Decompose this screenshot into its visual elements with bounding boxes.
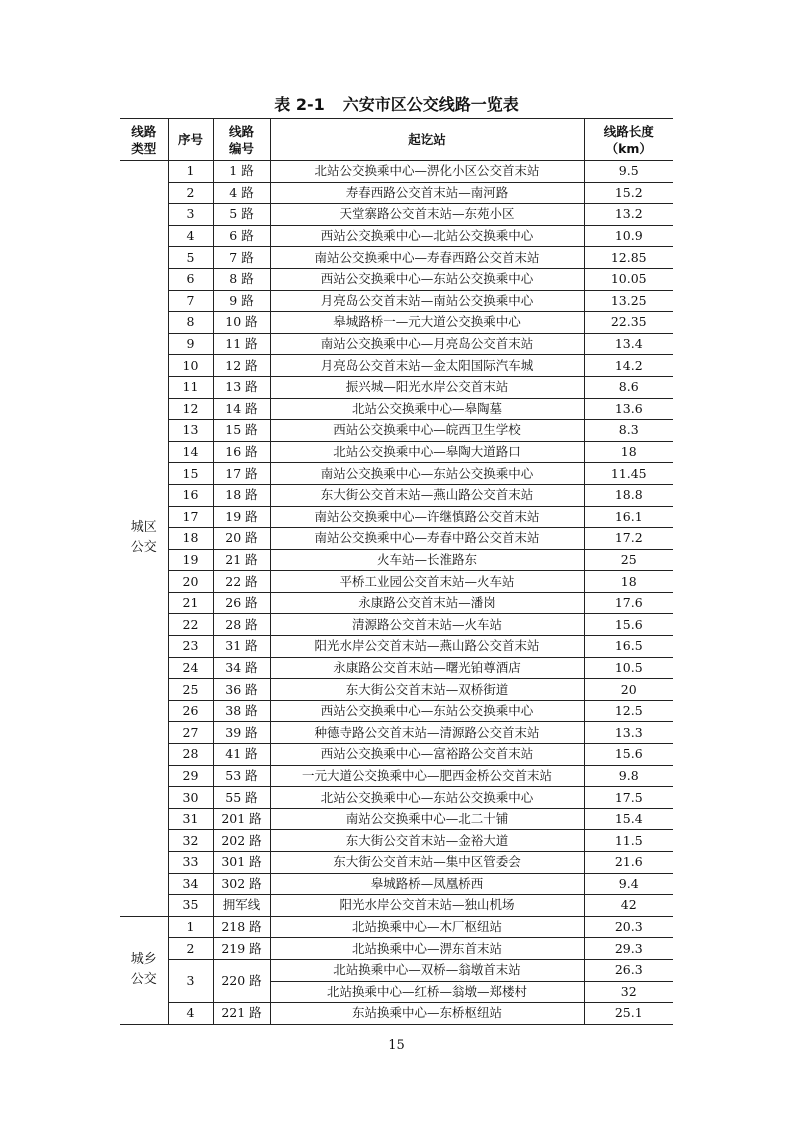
table-caption: 六安市区公交线路一览表	[342, 95, 519, 114]
seq-cell: 26	[168, 700, 213, 722]
table-row	[120, 420, 673, 442]
route-code-cell: 19 路	[213, 506, 270, 528]
table-row	[120, 1003, 673, 1025]
route-length-cell: 12.5	[584, 700, 673, 722]
table-row	[120, 765, 673, 787]
table-row	[120, 247, 673, 269]
route-length-cell: 13.2	[584, 204, 673, 226]
terminals-cell: 阳光水岸公交首末站—燕山路公交首末站	[270, 636, 584, 658]
seq-cell: 3	[168, 959, 213, 1002]
seq-cell: 19	[168, 549, 213, 571]
seq-cell: 10	[168, 355, 213, 377]
table-row	[120, 182, 673, 204]
terminals-cell: 北站公交换乘中心—东站公交换乘中心	[270, 787, 584, 809]
route-length-cell: 18	[584, 571, 673, 593]
terminals-cell: 北站换乘中心—双桥—翁墩首末站	[270, 959, 584, 981]
seq-cell: 1	[168, 916, 213, 938]
route-length-cell: 8.3	[584, 420, 673, 442]
seq-cell: 5	[168, 247, 213, 269]
header-route-length	[584, 119, 673, 161]
route-code-cell: 拥军线	[213, 895, 270, 917]
seq-cell: 23	[168, 636, 213, 658]
seq-cell: 31	[168, 808, 213, 830]
route-length-cell: 14.2	[584, 355, 673, 377]
route-code-cell: 221 路	[213, 1003, 270, 1025]
terminals-cell: 西站公交换乘中心—北站公交换乘中心	[270, 225, 584, 247]
route-code-cell: 18 路	[213, 484, 270, 506]
seq-cell: 18	[168, 528, 213, 550]
route-length-cell: 17.2	[584, 528, 673, 550]
route-length-cell: 18	[584, 441, 673, 463]
header-route-length-line1: 线路长度	[603, 123, 654, 139]
table-row	[120, 744, 673, 766]
table-row	[120, 225, 673, 247]
route-length-cell: 13.4	[584, 333, 673, 355]
seq-cell: 7	[168, 290, 213, 312]
page-number: 15	[388, 1038, 405, 1053]
route-length-cell: 17.5	[584, 787, 673, 809]
terminals-cell: 西站公交换乘中心—富裕路公交首末站	[270, 744, 584, 766]
table-row	[120, 333, 673, 355]
route-code-cell: 4 路	[213, 182, 270, 204]
header-route-length-line2: （km）	[605, 140, 652, 156]
route-length-cell: 9.5	[584, 161, 673, 183]
route-code-cell: 201 路	[213, 808, 270, 830]
route-code-cell: 220 路	[213, 959, 270, 1002]
route-code-cell: 38 路	[213, 700, 270, 722]
table-row	[120, 484, 673, 506]
route-type-cell	[120, 916, 168, 1024]
route-length-cell: 10.05	[584, 268, 673, 290]
route-length-cell: 20.3	[584, 916, 673, 938]
route-length-cell: 26.3	[584, 959, 673, 981]
seq-cell: 4	[168, 225, 213, 247]
terminals-cell: 阳光水岸公交首末站—独山机场	[270, 895, 584, 917]
route-length-cell: 15.4	[584, 808, 673, 830]
seq-cell: 4	[168, 1003, 213, 1025]
table-row	[120, 506, 673, 528]
seq-cell: 8	[168, 312, 213, 334]
header-route-type-line2: 类型	[131, 140, 157, 156]
route-code-cell: 28 路	[213, 614, 270, 636]
route-length-cell: 10.5	[584, 657, 673, 679]
route-code-cell: 36 路	[213, 679, 270, 701]
route-code-cell: 53 路	[213, 765, 270, 787]
seq-cell: 25	[168, 679, 213, 701]
route-code-cell: 12 路	[213, 355, 270, 377]
terminals-cell: 西站公交换乘中心—东站公交换乘中心	[270, 268, 584, 290]
table-row	[120, 290, 673, 312]
seq-cell: 22	[168, 614, 213, 636]
terminals-cell: 振兴城—阳光水岸公交首末站	[270, 376, 584, 398]
route-code-cell: 1 路	[213, 161, 270, 183]
table-row	[120, 679, 673, 701]
seq-cell: 29	[168, 765, 213, 787]
route-length-cell: 13.25	[584, 290, 673, 312]
header-route-type	[120, 119, 168, 161]
terminals-cell: 永康路公交首末站—曙光铂尊酒店	[270, 657, 584, 679]
terminals-cell: 北站公交换乘中心—皋陶大道路口	[270, 441, 584, 463]
route-code-cell: 301 路	[213, 852, 270, 874]
route-code-cell: 6 路	[213, 225, 270, 247]
seq-cell: 24	[168, 657, 213, 679]
seq-cell: 21	[168, 592, 213, 614]
route-type-label: 城区	[130, 520, 157, 536]
terminals-cell: 西站公交换乘中心—东站公交换乘中心	[270, 700, 584, 722]
table-row	[120, 787, 673, 809]
seq-cell: 35	[168, 895, 213, 917]
route-code-cell: 219 路	[213, 938, 270, 960]
route-code-cell: 31 路	[213, 636, 270, 658]
table-body	[120, 161, 673, 1025]
route-code-cell: 7 路	[213, 247, 270, 269]
seq-cell: 3	[168, 204, 213, 226]
route-code-cell: 218 路	[213, 916, 270, 938]
route-code-cell: 17 路	[213, 463, 270, 485]
route-length-cell: 13.3	[584, 722, 673, 744]
terminals-cell: 南站公交换乘中心—寿春中路公交首末站	[270, 528, 584, 550]
seq-cell: 28	[168, 744, 213, 766]
route-length-cell: 25.1	[584, 1003, 673, 1025]
route-code-cell: 5 路	[213, 204, 270, 226]
route-code-cell: 16 路	[213, 441, 270, 463]
terminals-cell: 皋城路桥一—元大道公交换乘中心	[270, 312, 584, 334]
route-type-label: 公交	[130, 972, 157, 988]
route-length-cell: 42	[584, 895, 673, 917]
seq-cell: 1	[168, 161, 213, 183]
header-route-type-line1: 线路	[131, 123, 157, 139]
header-route-code	[213, 119, 270, 161]
terminals-cell: 北站换乘中心—红桥—翁墩—郑楼村	[270, 981, 584, 1003]
seq-cell: 6	[168, 268, 213, 290]
route-code-cell: 21 路	[213, 549, 270, 571]
seq-cell: 33	[168, 852, 213, 874]
table-row	[120, 463, 673, 485]
route-length-cell: 11.45	[584, 463, 673, 485]
route-length-cell: 16.5	[584, 636, 673, 658]
route-code-cell: 15 路	[213, 420, 270, 442]
route-length-cell: 11.5	[584, 830, 673, 852]
route-code-cell: 26 路	[213, 592, 270, 614]
route-code-cell: 41 路	[213, 744, 270, 766]
route-length-cell: 22.35	[584, 312, 673, 334]
header-terminals: 起讫站	[270, 119, 584, 161]
table-row	[120, 376, 673, 398]
bus-route-table	[120, 118, 673, 1025]
header-route-code-line1: 线路	[228, 123, 254, 139]
route-code-cell: 20 路	[213, 528, 270, 550]
terminals-cell: 火车站—长淮路东	[270, 549, 584, 571]
route-code-cell: 8 路	[213, 268, 270, 290]
table-row	[120, 636, 673, 658]
table-row	[120, 441, 673, 463]
table-row	[120, 722, 673, 744]
table-row	[120, 830, 673, 852]
route-length-cell: 9.8	[584, 765, 673, 787]
table-row	[120, 938, 673, 960]
table-row	[120, 873, 673, 895]
seq-cell: 30	[168, 787, 213, 809]
header-seq: 序号	[168, 119, 213, 161]
route-length-cell: 29.3	[584, 938, 673, 960]
route-type-label: 公交	[130, 540, 157, 556]
seq-cell: 20	[168, 571, 213, 593]
route-code-cell: 39 路	[213, 722, 270, 744]
seq-cell: 2	[168, 182, 213, 204]
route-code-cell: 55 路	[213, 787, 270, 809]
terminals-cell: 永康路公交首末站—潘岗	[270, 592, 584, 614]
terminals-cell: 月亮岛公交首末站—金太阳国际汽车城	[270, 355, 584, 377]
table-row	[120, 528, 673, 550]
table-row	[120, 571, 673, 593]
terminals-cell: 天堂寨路公交首末站—东苑小区	[270, 204, 584, 226]
table-row	[120, 700, 673, 722]
table-row	[120, 852, 673, 874]
table-row	[120, 959, 673, 981]
seq-cell: 34	[168, 873, 213, 895]
route-length-cell: 20	[584, 679, 673, 701]
table-row	[120, 355, 673, 377]
seq-cell: 16	[168, 484, 213, 506]
table-row	[120, 895, 673, 917]
seq-cell: 15	[168, 463, 213, 485]
terminals-cell: 清源路公交首末站—火车站	[270, 614, 584, 636]
terminals-cell: 北站公交换乘中心—皋陶墓	[270, 398, 584, 420]
seq-cell: 14	[168, 441, 213, 463]
table-row	[120, 549, 673, 571]
table-row	[120, 808, 673, 830]
seq-cell: 13	[168, 420, 213, 442]
terminals-cell: 南站公交换乘中心—月亮岛公交首末站	[270, 333, 584, 355]
route-length-cell: 32	[584, 981, 673, 1003]
seq-cell: 32	[168, 830, 213, 852]
table-row	[120, 204, 673, 226]
terminals-cell: 东大街公交首末站—金裕大道	[270, 830, 584, 852]
terminals-cell: 东大街公交首末站—燕山路公交首末站	[270, 484, 584, 506]
table-row	[120, 398, 673, 420]
route-length-cell: 8.6	[584, 376, 673, 398]
route-type-cell	[120, 161, 168, 917]
terminals-cell: 南站公交换乘中心—东站公交换乘中心	[270, 463, 584, 485]
terminals-cell: 月亮岛公交首末站—南站公交换乘中心	[270, 290, 584, 312]
route-length-cell: 15.2	[584, 182, 673, 204]
seq-cell: 27	[168, 722, 213, 744]
route-code-cell: 14 路	[213, 398, 270, 420]
route-length-cell: 25	[584, 549, 673, 571]
table-title	[0, 93, 793, 117]
seq-cell: 11	[168, 376, 213, 398]
table-row	[120, 657, 673, 679]
route-length-cell: 13.6	[584, 398, 673, 420]
route-code-cell: 34 路	[213, 657, 270, 679]
route-length-cell: 15.6	[584, 744, 673, 766]
terminals-cell: 平桥工业园公交首末站—火车站	[270, 571, 584, 593]
route-code-cell: 22 路	[213, 571, 270, 593]
terminals-cell: 南站公交换乘中心—北二十铺	[270, 808, 584, 830]
table-row	[120, 916, 673, 938]
table-row	[120, 312, 673, 334]
table-row	[120, 614, 673, 636]
terminals-cell: 一元大道公交换乘中心—肥西金桥公交首末站	[270, 765, 584, 787]
table-number: 表 2-1	[274, 95, 325, 114]
terminals-cell: 北站换乘中心—木厂枢纽站	[270, 916, 584, 938]
route-length-cell: 18.8	[584, 484, 673, 506]
terminals-cell: 南站公交换乘中心—寿春西路公交首末站	[270, 247, 584, 269]
seq-cell: 17	[168, 506, 213, 528]
header-route-code-line2: 编号	[228, 140, 254, 156]
terminals-cell: 种德寺路公交首末站—清源路公交首末站	[270, 722, 584, 744]
route-length-cell: 17.6	[584, 592, 673, 614]
route-length-cell: 10.9	[584, 225, 673, 247]
seq-cell: 2	[168, 938, 213, 960]
route-length-cell: 16.1	[584, 506, 673, 528]
terminals-cell: 北站换乘中心—淠东首末站	[270, 938, 584, 960]
route-length-cell: 21.6	[584, 852, 673, 874]
terminals-cell: 北站公交换乘中心—淠化小区公交首末站	[270, 161, 584, 183]
terminals-cell: 东大街公交首末站—集中区管委会	[270, 852, 584, 874]
header-row	[120, 119, 673, 161]
seq-cell: 9	[168, 333, 213, 355]
route-code-cell: 10 路	[213, 312, 270, 334]
table-row	[120, 161, 673, 183]
terminals-cell: 皋城路桥—凤凰桥西	[270, 873, 584, 895]
route-code-cell: 11 路	[213, 333, 270, 355]
seq-cell: 12	[168, 398, 213, 420]
terminals-cell: 寿春西路公交首末站—南河路	[270, 182, 584, 204]
route-code-cell: 202 路	[213, 830, 270, 852]
route-code-cell: 13 路	[213, 376, 270, 398]
terminals-cell: 南站公交换乘中心—许继慎路公交首末站	[270, 506, 584, 528]
terminals-cell: 东大街公交首末站—双桥街道	[270, 679, 584, 701]
route-length-cell: 15.6	[584, 614, 673, 636]
route-length-cell: 12.85	[584, 247, 673, 269]
route-type-label: 城乡	[130, 952, 157, 968]
table-row	[120, 268, 673, 290]
route-code-cell: 302 路	[213, 873, 270, 895]
terminals-cell: 西站公交换乘中心—皖西卫生学校	[270, 420, 584, 442]
route-length-cell: 9.4	[584, 873, 673, 895]
terminals-cell: 东站换乘中心—东桥枢纽站	[270, 1003, 584, 1025]
route-code-cell: 9 路	[213, 290, 270, 312]
table-row	[120, 592, 673, 614]
